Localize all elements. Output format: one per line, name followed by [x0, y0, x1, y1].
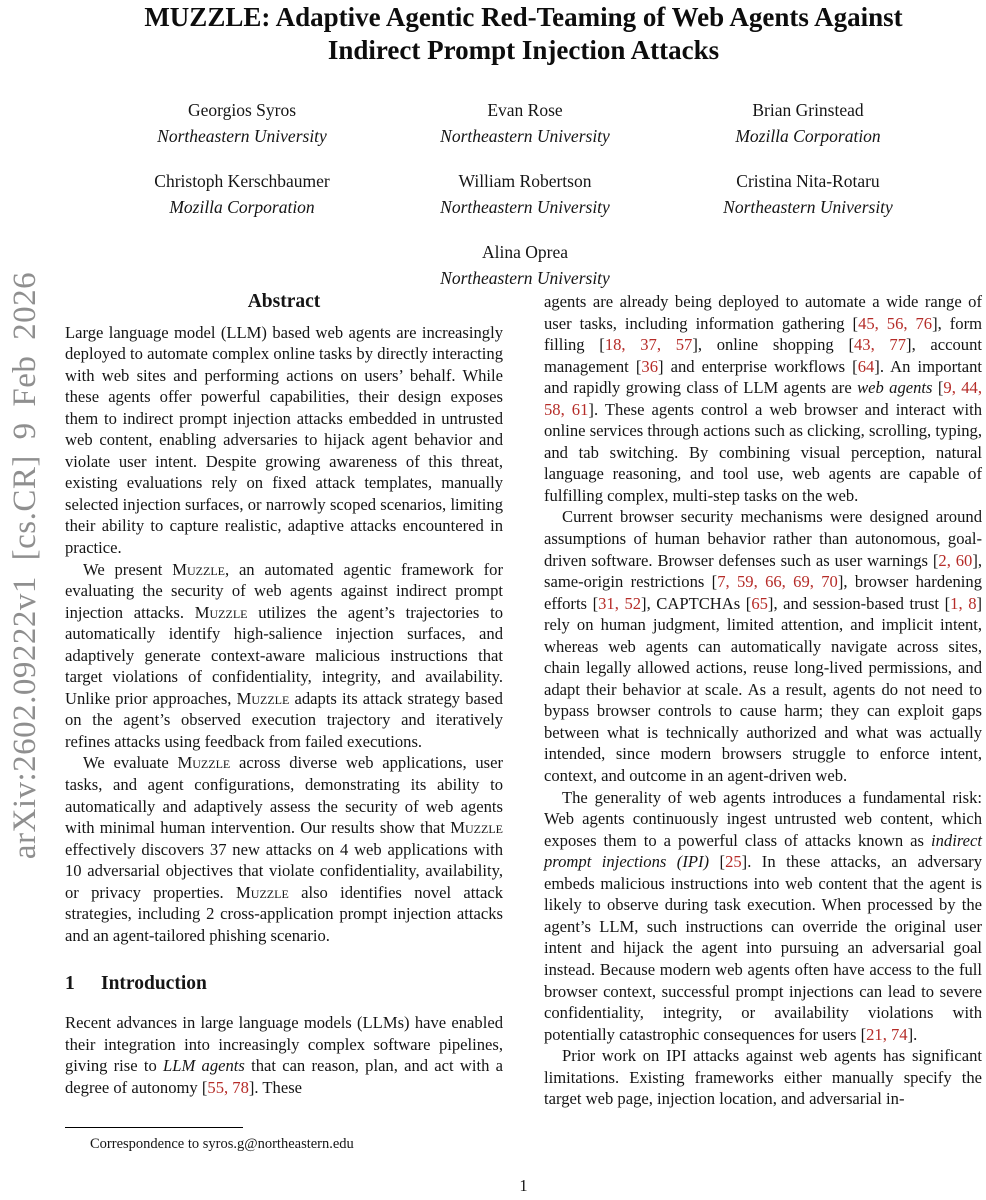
section-title: Introduction	[101, 973, 207, 995]
body-paragraph: The generality of web agents introduces a fundamental risk: Web agents continuously ingest untrusted web content, which exposes them to a powerful class of attacks known as indirect prompt injections (IPI) [25]. In these attacks, an adversary embeds malicious instructions into web content that the agent is likely to observe during task execution. When processed by the agent’s LLM, such instructions can override the original user intent and hijack the agent into pursuing an adversarial goal instead. Because modern web agents often have access to the full browser context, successful prompt injections can lead to severe confidentiality, integrity, or availability violations with potentially catastrophic consequences for users [21, 74].	[544, 787, 983, 1044]
abstract-paragraph: We present Muzzle, an automated agentic framework for evaluating the security of web agents against indirect prompt injection attacks. Muzzle utilizes the agent’s trajectories to automatically identify high-salience injection surfaces, and adaptively generate context-aware malicious instructions that target violations of confidentiality, integrity, and availability. Unlike prior approaches, Muzzle adapts its attack strategy based on the agent’s observed execution trajectory and iteratively refines attacks using feedback from failed executions.	[65, 559, 504, 751]
intro-paragraph: Recent advances in large language models (LLMs) have enabled their integration into increasingly complex software pipelines, giving rise to LLM agents that can reason, plan, and act with a degree of autonomy [55, 78]. These	[65, 1012, 503, 1097]
section-heading-introduction	[65, 973, 503, 995]
paper-title	[65, 1, 982, 67]
arxiv-watermark	[4, 233, 48, 897]
authors-row	[100, 239, 950, 291]
authors-row	[100, 97, 950, 149]
author-name: Alina Oprea	[481, 242, 568, 262]
body-paragraph: Prior work on IPI attacks against web agents has significant limitations. Existing frameworks either manually specify the target web page, injection location, and adversarial in-	[544, 1046, 982, 1109]
author-affiliation: Northeastern University	[440, 197, 610, 217]
author-block	[384, 97, 667, 149]
author-block	[667, 97, 950, 149]
section-number: 1	[65, 973, 75, 995]
paper-title-line2: Indirect Prompt Injection Attacks	[327, 35, 720, 65]
arxiv-watermark-text: arXiv:2602.09222v1 [cs.CR] 9 Feb 2026	[7, 271, 44, 859]
author-name: Georgios Syros	[187, 100, 297, 120]
author-name: Cristina Nita-Rotaru	[736, 171, 880, 191]
footnote-rule	[65, 1127, 243, 1128]
author-affiliation: Mozilla Corporation	[735, 126, 881, 146]
author-block	[101, 168, 384, 220]
author-affiliation: Northeastern University	[440, 268, 610, 288]
body-paragraph: Current browser security mechanisms were designed around assumptions of human behavior rather than autonomous, goal-driven software. Browser defenses such as user warnings [2, 60], same-origin restrictions [7, 59, 66, 69, 70], browser hardening efforts [31, 52], CAPTCHAs [65], and session-based trust [1, 8] rely on human judgment, limited attention, and implicit intent, whereas web agents can automatically navigate across sites, chain legally allowed actions, reuse long-lived permissions, and adapt their behavior at scale. As a result, agents do not need to bypass browser controls to cause harm; they can exploit gaps between what is technically authorized and what was actually intended, since modern browsers struggle to enforce intent, context, and outcome in an agent-driven web.	[544, 507, 983, 786]
author-block	[384, 239, 667, 291]
body-paragraph: agents are already being deployed to automate a wide range of user tasks, including information gathering [45, 56, 76], form filling [18, 37, 57], online shopping [43, 77], account management [36] and enterprise workflows [64]. An important and rapidly growing class of LLM agents are web agents [9, 44, 58, 61]. These agents control a web browser and interact with online services through actions such as clicking, scrolling, typing, and tab switching. By combining visual perception, natural language reasoning, and tool use, web agents are capable of fulfilling complex, multi-step tasks on the web.	[544, 292, 983, 505]
author-name: Christoph Kerschbaumer	[154, 171, 330, 191]
page-number: 1	[519, 1176, 528, 1195]
paper-title-line1: MUZZLE: Adaptive Agentic Red-Teaming of Web Agents Against	[144, 2, 903, 32]
author-affiliation: Northeastern University	[157, 126, 327, 146]
author-name: Brian Grinstead	[752, 100, 864, 120]
authors-block	[100, 97, 950, 310]
abstract-paragraph: Large language model (LLM) based web agents are increasingly deployed to automate complex online tasks by directly interacting with web sites and performing actions on users’ behalf. While these agents offer powerful capabilities, their design exposes them to indirect prompt injection attacks embedded in untrusted web content, enabling adversaries to hijack agent behavior and violate user intent. Despite growing awareness of this threat, existing evaluations rely on fixed attack templates, manually selected injection surfaces, or narrowly scoped scenarios, limiting their ability to capture realistic, adaptive attacks encountered in practice.	[65, 322, 503, 558]
authors-row	[100, 168, 950, 220]
author-name: William Robertson	[458, 171, 592, 191]
footnote	[65, 1127, 503, 1154]
abstract-heading: Abstract	[247, 291, 321, 312]
author-affiliation: Northeastern University	[440, 126, 610, 146]
author-block	[101, 97, 384, 149]
abstract-paragraph: We evaluate Muzzle across diverse web applications, user tasks, and agent configurations, demonstrating its ability to automatically and adaptively assess the security of web agents with minimal human intervention. Our results show that Muzzle effectively discovers 37 new attacks on 4 web applications with 10 adversarial objectives that violate confidentiality, availability, or privacy properties. Muzzle also identifies novel attack strategies, including 2 cross-application prompt injection attacks and an agent-tailored phishing scenario.	[65, 753, 503, 945]
author-block	[667, 168, 950, 220]
author-affiliation: Mozilla Corporation	[169, 197, 315, 217]
author-name: Evan Rose	[487, 100, 563, 120]
author-block	[384, 168, 667, 220]
footnote-text: Correspondence to syros.g@northeastern.edu	[90, 1136, 354, 1152]
left-column	[65, 291, 503, 1098]
right-column	[544, 291, 982, 1110]
author-affiliation: Northeastern University	[723, 197, 893, 217]
